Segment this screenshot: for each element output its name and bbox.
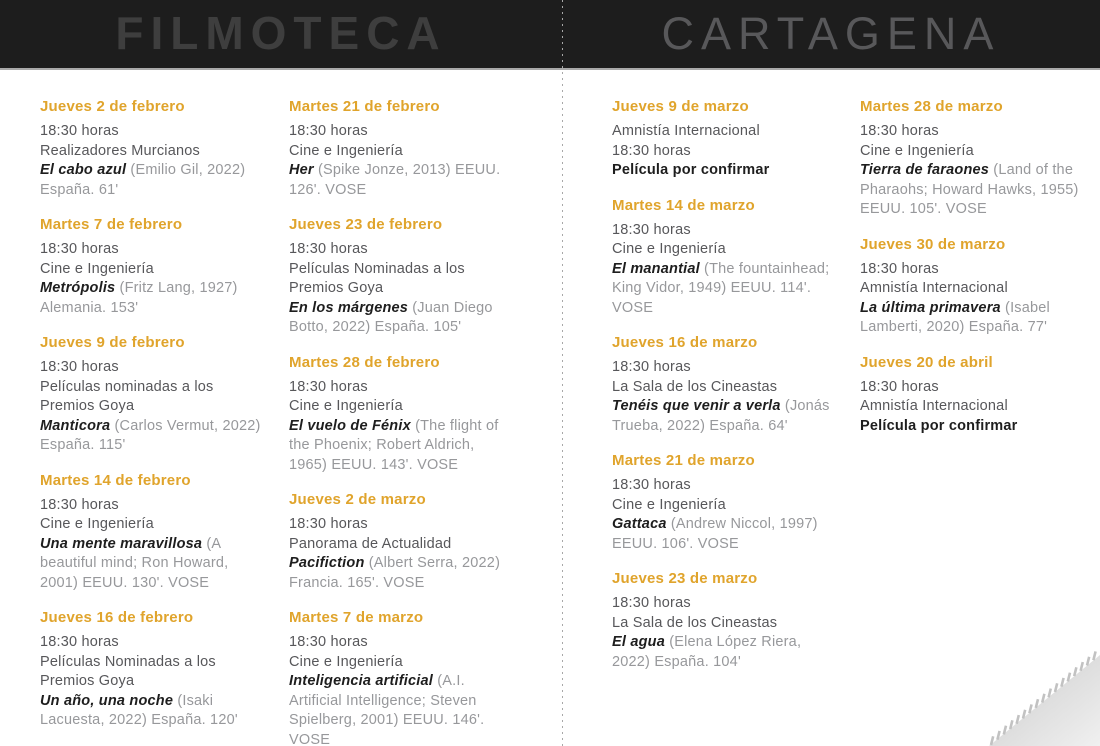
screening-entry bbox=[40, 472, 264, 594]
screening-info-line: 18:30 horas bbox=[612, 595, 691, 611]
film-credits: (The flight of the Phoenix; Robert Aldrich, 1965) EEUU. 143'. VOSE bbox=[289, 417, 499, 473]
screening-info-line: Panorama de Actualidad bbox=[289, 535, 452, 552]
screening-info-line: Amnistía Internacional bbox=[860, 398, 1008, 414]
film-title: Gattaca bbox=[612, 516, 667, 532]
screening-info-line: 18:30 horas bbox=[40, 123, 119, 139]
film-title: Tierra de faraones bbox=[860, 162, 990, 178]
schedule-column-4 bbox=[860, 98, 1084, 452]
screening-date: Martes 7 de marzo bbox=[289, 609, 424, 626]
screening-info-line: 18:30 horas bbox=[289, 123, 368, 139]
screening-entry bbox=[860, 98, 1084, 220]
screening-info-line: 18:30 horas bbox=[860, 123, 939, 139]
film-credits: (Juan Diego Botto, 2022) España. 105' bbox=[289, 299, 493, 335]
film-credits: (Carlos Vermut, 2022) España. 115' bbox=[40, 417, 261, 453]
screening-info-line: Amnistía Internacional bbox=[860, 280, 1008, 296]
film-title-line bbox=[612, 161, 836, 181]
screening-entry bbox=[860, 354, 1084, 437]
screening-date: Jueves 30 de marzo bbox=[860, 235, 1006, 253]
film-title: El cabo azul bbox=[40, 162, 127, 178]
screening-entry bbox=[289, 491, 513, 593]
screening-info-line: Películas Nominadas a los Premios Goya bbox=[289, 260, 465, 296]
screening-body bbox=[612, 476, 836, 554]
screening-info-line: 18:30 horas bbox=[40, 241, 119, 257]
film-title: Manticora bbox=[40, 417, 111, 434]
film-title-line bbox=[860, 299, 1084, 338]
film-title: Una mente maravillosa bbox=[40, 535, 203, 552]
film-title-line bbox=[289, 417, 513, 476]
screening-info-line: 18:30 horas bbox=[289, 378, 368, 395]
masthead-left bbox=[0, 0, 562, 68]
schedule-column-2 bbox=[289, 98, 513, 746]
film-title-line bbox=[40, 417, 264, 456]
screening-date: Jueves 16 de marzo bbox=[612, 334, 758, 351]
film-title: Película por confirmar bbox=[860, 417, 1018, 434]
corner-decoration bbox=[985, 646, 1100, 746]
screening-body bbox=[40, 240, 264, 318]
screening-date: Martes 14 de marzo bbox=[612, 196, 755, 214]
film-title: Her bbox=[289, 162, 314, 178]
masthead bbox=[0, 0, 1100, 70]
screening-body bbox=[860, 378, 1084, 437]
film-title: El agua bbox=[612, 634, 665, 650]
film-credits: (A beautiful mind; Ron Howard, 2001) EEUU. 130'. VOSE bbox=[40, 535, 229, 591]
film-credits: (A.I. Artificial Intelligence; Steven Spielberg, 2001) EEUU. 146'. VOSE bbox=[289, 673, 485, 746]
film-credits: (Andrew Niccol, 1997) EEUU. 106'. VOSE bbox=[612, 516, 818, 552]
screening-info-line: Películas Nominadas a los Premios Goya bbox=[40, 653, 216, 689]
screening-info-line: 18:30 horas bbox=[40, 496, 119, 513]
film-title-line bbox=[612, 260, 836, 319]
screening-body bbox=[40, 496, 264, 594]
film-title-line bbox=[612, 397, 836, 436]
screening-entry bbox=[612, 452, 836, 554]
screening-body bbox=[289, 378, 513, 476]
masthead-right bbox=[562, 0, 1100, 68]
film-credits: (Elena López Riera, 2022) España. 104' bbox=[612, 634, 802, 670]
screening-info-line: Cine e Ingeniería bbox=[289, 398, 403, 414]
screening-date: Martes 21 de marzo bbox=[612, 452, 755, 469]
film-title-line bbox=[289, 299, 513, 338]
film-title: Película por confirmar bbox=[612, 162, 770, 178]
film-credits: (Isaki Lacuesta, 2022) España. 120' bbox=[40, 692, 238, 728]
screening-entry bbox=[860, 236, 1084, 338]
screening-info-line: 18:30 horas bbox=[612, 221, 691, 238]
film-title-line bbox=[289, 161, 513, 200]
screening-info-line: La Sala de los Cineastas bbox=[612, 614, 778, 631]
screening-info-line: La Sala de los Cineastas bbox=[612, 378, 778, 395]
screening-date: Jueves 20 de abril bbox=[860, 353, 993, 371]
screening-date: Jueves 9 de marzo bbox=[612, 98, 749, 115]
screening-info-line: 18:30 horas bbox=[612, 359, 691, 375]
screening-body bbox=[40, 358, 264, 456]
screening-date: Jueves 9 de febrero bbox=[40, 334, 185, 351]
screening-body bbox=[40, 633, 264, 731]
film-title-line bbox=[860, 161, 1084, 220]
screening-info-line: Amnistía Internacional bbox=[612, 123, 760, 139]
screening-body bbox=[40, 122, 264, 200]
screening-entry bbox=[289, 354, 513, 476]
screening-entry bbox=[40, 334, 264, 456]
screening-date: Jueves 16 de febrero bbox=[40, 609, 194, 626]
film-title: Un año, una noche bbox=[40, 692, 174, 709]
film-title-line bbox=[612, 633, 836, 672]
screening-entry bbox=[40, 216, 264, 318]
screening-entry bbox=[612, 98, 836, 181]
screening-info-line: 18:30 horas bbox=[860, 260, 939, 277]
screening-date: Martes 21 de febrero bbox=[289, 98, 440, 115]
screening-info-line: 18:30 horas bbox=[612, 142, 691, 159]
screening-info-line: Cine e Ingeniería bbox=[612, 496, 726, 513]
film-credits: (Isabel Lamberti, 2020) España. 77' bbox=[860, 299, 1050, 335]
screening-info-line: 18:30 horas bbox=[289, 634, 368, 650]
screening-body bbox=[612, 122, 836, 181]
screening-body bbox=[289, 633, 513, 746]
film-credits: (Jonás Trueba, 2022) España. 64' bbox=[612, 398, 830, 434]
screening-entry bbox=[612, 570, 836, 672]
film-title-line bbox=[289, 554, 513, 593]
screening-date: Martes 14 de febrero bbox=[40, 471, 191, 489]
film-credits: (Albert Serra, 2022) Francia. 165'. VOSE bbox=[289, 555, 501, 591]
screening-entry bbox=[289, 609, 513, 746]
film-title: El manantial bbox=[612, 260, 700, 277]
film-title-line bbox=[40, 692, 264, 731]
screening-info-line: Cine e Ingeniería bbox=[860, 142, 974, 159]
screening-info-line: Cine e Ingeniería bbox=[40, 516, 154, 532]
cartagena-title: CARTAGENA bbox=[661, 7, 1001, 59]
screening-date: Jueves 23 de marzo bbox=[612, 570, 758, 587]
filmoteca-title: FILMOTECA bbox=[115, 7, 447, 59]
film-title-line bbox=[40, 161, 264, 200]
screening-date: Jueves 2 de febrero bbox=[40, 98, 185, 115]
film-title-line bbox=[40, 535, 264, 594]
film-title-line bbox=[860, 417, 1084, 437]
screening-info-line: Cine e Ingeniería bbox=[289, 142, 403, 159]
screening-body bbox=[612, 221, 836, 319]
film-credits: (Emilio Gil, 2022) España. 61' bbox=[40, 162, 246, 198]
screening-info-line: 18:30 horas bbox=[40, 634, 119, 650]
screening-entry bbox=[40, 609, 264, 731]
screening-date: Martes 28 de marzo bbox=[860, 98, 1003, 115]
film-title: En los márgenes bbox=[289, 299, 409, 316]
screening-info-line: Cine e Ingeniería bbox=[40, 260, 154, 277]
screening-info-line: 18:30 horas bbox=[40, 359, 119, 375]
screening-body bbox=[860, 122, 1084, 220]
screening-info-line: 18:30 horas bbox=[612, 477, 691, 493]
screening-date: Martes 28 de febrero bbox=[289, 353, 440, 371]
schedule-column-3 bbox=[612, 98, 836, 688]
screening-date: Martes 7 de febrero bbox=[40, 216, 183, 233]
film-title: Pacifiction bbox=[289, 555, 365, 571]
film-title: El vuelo de Fénix bbox=[289, 417, 411, 434]
screening-entry bbox=[612, 197, 836, 319]
film-credits: (The fountainhead; King Vidor, 1949) EEUU. 114'. VOSE bbox=[612, 260, 830, 316]
screening-body bbox=[289, 515, 513, 593]
screening-body bbox=[860, 260, 1084, 338]
screening-body bbox=[289, 240, 513, 338]
screening-info-line: Cine e Ingeniería bbox=[612, 241, 726, 257]
screening-entry bbox=[612, 334, 836, 436]
film-title: Tenéis que venir a verla bbox=[612, 398, 781, 414]
film-credits: (Spike Jonze, 2013) EEUU. 126'. VOSE bbox=[289, 162, 501, 198]
film-title-line bbox=[40, 279, 264, 318]
screening-info-line: 18:30 horas bbox=[289, 241, 368, 257]
screening-info-line: 18:30 horas bbox=[289, 516, 368, 532]
film-credits: (Land of the Pharaohs; Howard Hawks, 1955) EEUU. 105'. VOSE bbox=[860, 162, 1079, 217]
screening-info-line: Cine e Ingeniería bbox=[289, 653, 403, 670]
screening-date: Jueves 23 de febrero bbox=[289, 216, 443, 233]
screening-body bbox=[612, 594, 836, 672]
center-dotted-divider bbox=[562, 0, 563, 746]
film-title-line bbox=[289, 672, 513, 746]
schedule-column-1 bbox=[40, 98, 264, 746]
screening-info-line: Realizadores Murcianos bbox=[40, 142, 200, 159]
screening-body bbox=[612, 358, 836, 436]
film-title-line bbox=[612, 515, 836, 554]
film-title: Inteligencia artificial bbox=[289, 673, 434, 689]
screening-info-line: 18:30 horas bbox=[860, 378, 939, 395]
screening-date: Jueves 2 de marzo bbox=[289, 491, 426, 508]
screening-info-line: Películas nominadas a los Premios Goya bbox=[40, 378, 214, 414]
film-credits: (Fritz Lang, 1927) Alemania. 153' bbox=[40, 280, 238, 316]
film-title: Metrópolis bbox=[40, 280, 116, 296]
screening-body bbox=[289, 122, 513, 200]
film-title: La última primavera bbox=[860, 299, 1001, 316]
screening-entry bbox=[289, 216, 513, 338]
screening-entry bbox=[40, 98, 264, 200]
screening-entry bbox=[289, 98, 513, 200]
